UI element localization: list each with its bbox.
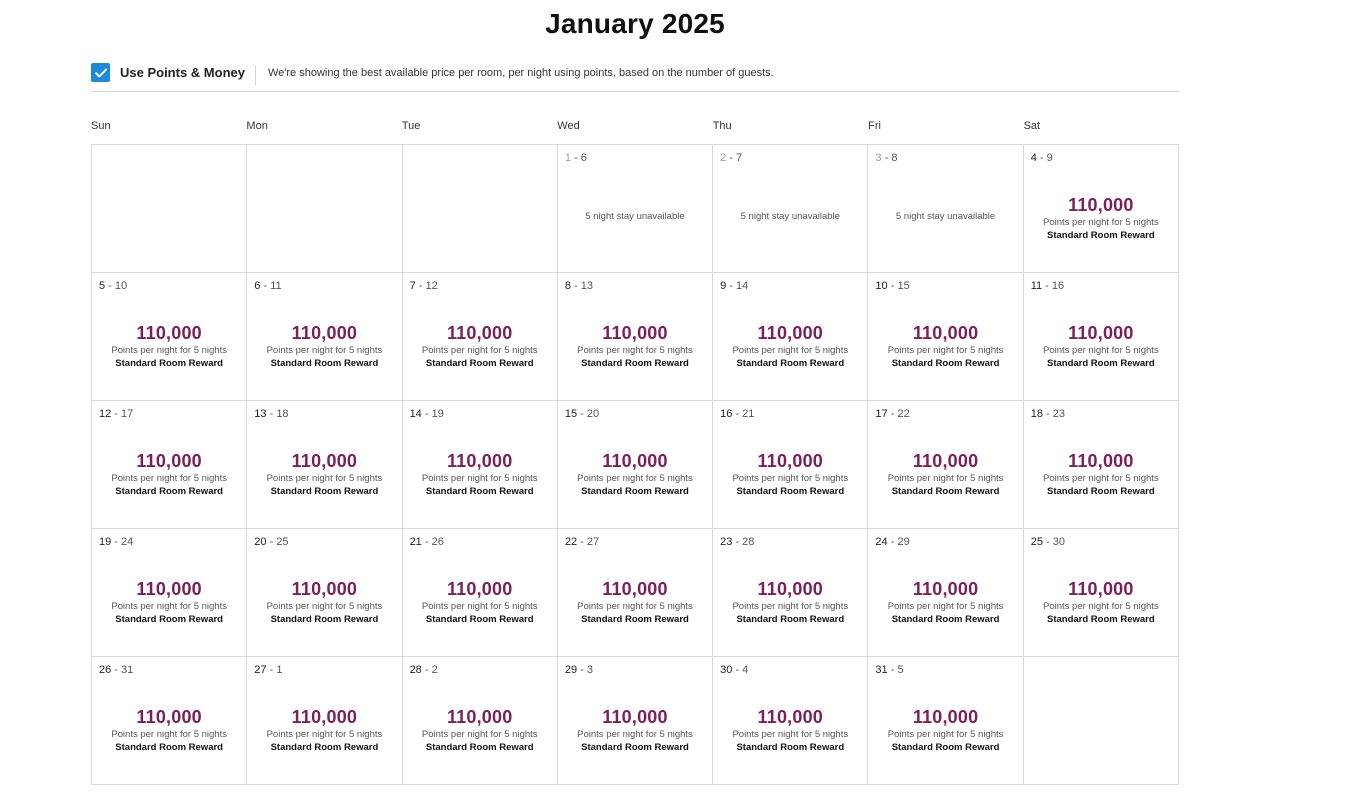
check-in-day: 10: [875, 280, 888, 292]
stay-date-range: [1031, 408, 1065, 420]
price-block: [713, 322, 867, 370]
date-separator: -: [726, 152, 737, 164]
reward-type-label: Standard Room Reward: [736, 358, 845, 369]
check-in-day: 5: [99, 280, 106, 292]
stay-date-range: [410, 280, 438, 292]
calendar-grid: [91, 144, 1179, 785]
stay-date-range: [565, 664, 593, 676]
check-out-day: 13: [580, 280, 593, 292]
stay-date-range: [1031, 536, 1065, 548]
points-price: 110,000: [602, 707, 668, 727]
check-out-day: 27: [586, 536, 600, 548]
calendar-cell: [558, 145, 713, 273]
reward-type-label: Standard Room Reward: [736, 614, 845, 625]
check-out-day: 21: [742, 408, 755, 420]
stay-date-range: [565, 152, 587, 164]
calendar-cell[interactable]: [868, 657, 1023, 785]
stay-date-range: [565, 280, 593, 292]
check-in-day: 17: [875, 408, 888, 420]
reward-type-label: Standard Room Reward: [1047, 486, 1155, 497]
stay-date-range: [254, 280, 281, 292]
date-separator: -: [887, 664, 898, 676]
stay-date-range: [565, 408, 599, 420]
points-per-night-note: Points per night for 5 nights: [887, 473, 1004, 484]
points-price: 110,000: [136, 579, 202, 599]
reward-type-label: Standard Room Reward: [425, 742, 534, 753]
points-price: 110,000: [757, 579, 824, 599]
date-separator: -: [577, 408, 587, 420]
weekday-wed: Wed: [557, 120, 580, 132]
stay-date-range: [410, 536, 444, 548]
points-per-night-note: Points per night for 5 nights: [266, 729, 383, 740]
points-price: 110,000: [1068, 323, 1134, 343]
price-block: [868, 706, 1022, 754]
stay-date-range: [720, 152, 742, 164]
price-block: [92, 322, 246, 370]
points-price: 110,000: [446, 323, 513, 343]
check-out-day: 8: [891, 152, 898, 164]
points-price: 110,000: [912, 451, 979, 471]
points-per-night-note: Points per night for 5 nights: [887, 345, 1004, 356]
points-per-night-note: Points per night for 5 nights: [421, 473, 538, 484]
calendar-cell[interactable]: [713, 657, 868, 785]
points-per-night-note: Points per night for 5 nights: [111, 473, 227, 484]
check-in-day: 8: [564, 280, 571, 292]
date-separator: -: [570, 152, 581, 164]
points-per-night-note: Points per night for 5 nights: [111, 601, 227, 612]
reward-type-label: Standard Room Reward: [581, 614, 689, 625]
calendar-cell: [713, 145, 868, 273]
date-separator: -: [732, 664, 743, 676]
reward-type-label: Standard Room Reward: [1047, 614, 1155, 625]
calendar-cell[interactable]: [403, 529, 558, 657]
check-in-day: 16: [720, 408, 733, 420]
price-block: [558, 706, 712, 754]
check-out-day: 2: [431, 664, 438, 676]
calendar-cell[interactable]: [558, 273, 713, 401]
calendar-cell-empty: [403, 145, 558, 273]
stay-date-range: [720, 536, 754, 548]
weekday-header: [91, 120, 1179, 132]
check-out-day: 22: [897, 408, 910, 420]
points-per-night-note: Points per night for 5 nights: [111, 729, 227, 740]
reward-type-label: Standard Room Reward: [581, 358, 689, 369]
check-out-day: 1: [276, 664, 283, 676]
check-in-day: 25: [1030, 536, 1043, 548]
stay-date-range: [720, 664, 748, 676]
points-per-night-note: Points per night for 5 nights: [421, 345, 538, 356]
price-block: [713, 706, 867, 754]
price-block: [868, 578, 1022, 626]
reward-type-label: Standard Room Reward: [581, 742, 689, 753]
price-block: [558, 450, 712, 498]
stay-date-range: [410, 664, 438, 676]
points-price: 110,000: [446, 707, 513, 727]
check-out-day: 20: [586, 408, 600, 420]
points-price: 110,000: [136, 451, 202, 471]
stay-date-range: [875, 152, 897, 164]
price-block: [868, 322, 1022, 370]
points-price: 110,000: [602, 323, 668, 343]
checkmark-icon: [95, 68, 107, 78]
calendar-cell[interactable]: [247, 657, 402, 785]
points-per-night-note: Points per night for 5 nights: [732, 473, 849, 484]
price-block: [1024, 194, 1178, 242]
reward-type-label: Standard Room Reward: [270, 742, 379, 753]
price-block: [403, 450, 557, 498]
check-out-day: 6: [580, 152, 587, 164]
price-block: [403, 322, 557, 370]
check-in-day: 28: [409, 664, 422, 676]
points-per-night-note: Points per night for 5 nights: [732, 601, 849, 612]
stay-date-range: [99, 536, 133, 548]
reward-type-label: Standard Room Reward: [270, 614, 379, 625]
check-out-day: 4: [742, 664, 749, 676]
reward-type-label: Standard Room Reward: [891, 486, 1000, 497]
weekday-mon: Mon: [246, 120, 268, 132]
points-price: 110,000: [757, 451, 824, 471]
check-in-day: 22: [564, 536, 578, 548]
calendar-cell[interactable]: [558, 529, 713, 657]
date-separator: -: [266, 536, 277, 548]
date-separator: -: [111, 408, 122, 420]
points-price: 110,000: [1068, 451, 1134, 471]
reward-type-label: Standard Room Reward: [425, 614, 534, 625]
filter-description: We're showing the best available price per room, per night using points, based on the number of guests.: [267, 67, 774, 79]
calendar-cell[interactable]: [868, 529, 1023, 657]
calendar-cell[interactable]: [558, 401, 713, 529]
reward-type-label: Standard Room Reward: [425, 358, 534, 369]
calendar-cell[interactable]: [868, 401, 1023, 529]
stay-date-range: [720, 280, 748, 292]
date-separator: -: [266, 408, 277, 420]
price-block: [403, 706, 557, 754]
date-separator: -: [421, 536, 432, 548]
points-per-night-note: Points per night for 5 nights: [1043, 345, 1159, 356]
date-separator: -: [415, 280, 426, 292]
check-in-day: 14: [409, 408, 422, 420]
points-price: 110,000: [757, 323, 824, 343]
stay-date-range: [875, 664, 903, 676]
date-separator: -: [1042, 536, 1053, 548]
reward-type-label: Standard Room Reward: [1047, 358, 1155, 369]
check-in-day: 24: [875, 536, 888, 548]
price-block: [92, 706, 246, 754]
check-in-day: 12: [99, 408, 112, 420]
stay-unavailable-text: 5 night stay unavailable: [895, 211, 996, 222]
price-block: [247, 578, 401, 626]
reward-type-label: Standard Room Reward: [270, 486, 379, 497]
reward-type-label: Standard Room Reward: [891, 614, 1000, 625]
calendar-cell[interactable]: [92, 657, 247, 785]
price-block: [558, 322, 712, 370]
stay-date-range: [1031, 280, 1064, 292]
date-separator: -: [260, 280, 271, 292]
date-separator: -: [421, 664, 432, 676]
date-separator: -: [887, 408, 898, 420]
date-separator: -: [111, 536, 122, 548]
calendar-cell[interactable]: [403, 657, 558, 785]
price-block: [403, 578, 557, 626]
check-out-day: 16: [1051, 280, 1065, 292]
price-block: [247, 322, 401, 370]
date-separator: -: [105, 280, 115, 292]
calendar-cell[interactable]: [247, 529, 402, 657]
points-per-night-note: Points per night for 5 nights: [577, 729, 693, 740]
reward-type-label: Standard Room Reward: [891, 742, 1000, 753]
points-per-night-note: Points per night for 5 nights: [732, 345, 849, 356]
points-price: 110,000: [136, 707, 202, 727]
points-price: 110,000: [291, 579, 358, 599]
stay-date-range: [565, 536, 599, 548]
calendar-cell[interactable]: [1024, 401, 1179, 529]
calendar-cell[interactable]: [403, 273, 558, 401]
check-out-day: 15: [897, 280, 910, 292]
check-out-day: 19: [431, 408, 444, 420]
weekday-fri: Fri: [868, 120, 881, 132]
points-per-night-note: Points per night for 5 nights: [577, 473, 693, 484]
calendar-cell[interactable]: [558, 657, 713, 785]
calendar-cell[interactable]: [868, 273, 1023, 401]
points-per-night-note: Points per night for 5 nights: [887, 729, 1004, 740]
reward-type-label: Standard Room Reward: [1047, 230, 1155, 241]
check-out-day: 31: [121, 664, 134, 676]
date-separator: -: [1042, 408, 1053, 420]
check-in-day: 11: [1030, 280, 1043, 292]
check-out-day: 7: [736, 152, 743, 164]
check-out-day: 25: [276, 536, 289, 548]
points-price: 110,000: [757, 707, 824, 727]
price-block: [1024, 578, 1178, 626]
check-in-day: 29: [564, 664, 578, 676]
check-out-day: 23: [1052, 408, 1065, 420]
check-out-day: 5: [897, 664, 904, 676]
check-in-day: 26: [99, 664, 112, 676]
price-block: [1024, 322, 1178, 370]
calendar-cell[interactable]: [247, 401, 402, 529]
check-in-day: 9: [720, 280, 727, 292]
use-points-checkbox[interactable]: [91, 63, 110, 82]
points-price: 110,000: [291, 451, 358, 471]
price-block: [558, 578, 712, 626]
points-per-night-note: Points per night for 5 nights: [266, 473, 383, 484]
calendar-cell[interactable]: [1024, 145, 1179, 273]
price-block: [713, 578, 867, 626]
points-per-night-note: Points per night for 5 nights: [1043, 601, 1159, 612]
price-block: [713, 450, 867, 498]
check-in-day: 4: [1030, 152, 1037, 164]
points-per-night-note: Points per night for 5 nights: [266, 345, 383, 356]
check-in-day: 7: [409, 280, 416, 292]
reward-type-label: Standard Room Reward: [115, 614, 223, 625]
price-block: [868, 450, 1022, 498]
calendar-cell[interactable]: [1024, 529, 1179, 657]
points-price: 110,000: [136, 323, 202, 343]
points-per-night-note: Points per night for 5 nights: [421, 601, 538, 612]
calendar-cell[interactable]: [92, 401, 247, 529]
date-separator: -: [732, 408, 743, 420]
points-per-night-note: Points per night for 5 nights: [577, 345, 693, 356]
price-block: [247, 706, 401, 754]
check-out-day: 28: [742, 536, 755, 548]
reward-type-label: Standard Room Reward: [736, 742, 845, 753]
points-price: 110,000: [291, 323, 358, 343]
weekday-sat: Sat: [1023, 120, 1041, 132]
stay-date-range: [254, 664, 282, 676]
check-in-day: 21: [409, 536, 422, 548]
date-separator: -: [570, 280, 581, 292]
points-per-night-note: Points per night for 5 nights: [266, 601, 383, 612]
stay-date-range: [875, 536, 909, 548]
calendar-cell[interactable]: [1024, 273, 1179, 401]
stay-date-range: [720, 408, 754, 420]
price-block: [92, 450, 246, 498]
calendar-cell[interactable]: [713, 273, 868, 401]
stay-date-range: [1031, 152, 1053, 164]
calendar-cell: [868, 145, 1023, 273]
weekday-sun: Sun: [91, 120, 111, 132]
points-price: 110,000: [446, 451, 513, 471]
points-price: 110,000: [446, 579, 513, 599]
check-out-day: 10: [114, 280, 128, 292]
date-separator: -: [577, 536, 587, 548]
check-out-day: 11: [270, 280, 282, 292]
points-price: 110,000: [912, 323, 979, 343]
date-separator: -: [887, 280, 898, 292]
calendar-cell-empty: [1024, 657, 1179, 785]
calendar-cell[interactable]: [713, 401, 868, 529]
points-per-night-note: Points per night for 5 nights: [421, 729, 538, 740]
check-in-day: 20: [254, 536, 267, 548]
check-out-day: 3: [586, 664, 593, 676]
date-separator: -: [421, 408, 432, 420]
points-filter-bar: [91, 61, 1179, 92]
calendar-cell[interactable]: [403, 401, 558, 529]
calendar-cell-empty: [92, 145, 247, 273]
calendar-cell[interactable]: [713, 529, 868, 657]
stay-date-range: [254, 408, 288, 420]
check-in-day: 6: [254, 280, 261, 292]
check-out-day: 26: [431, 536, 444, 548]
check-out-day: 12: [425, 280, 438, 292]
date-separator: -: [1036, 152, 1047, 164]
check-in-day: 13: [254, 408, 267, 420]
price-block: [92, 578, 246, 626]
check-out-day: 17: [121, 408, 134, 420]
stay-unavailable-text: 5 night stay unavailable: [740, 211, 840, 222]
points-price: 110,000: [291, 707, 358, 727]
date-separator: -: [577, 664, 587, 676]
calendar-cell[interactable]: [247, 273, 402, 401]
points-price: 110,000: [602, 579, 668, 599]
calendar-cell-empty: [247, 145, 402, 273]
check-out-day: 29: [897, 536, 910, 548]
reward-type-label: Standard Room Reward: [270, 358, 379, 369]
reward-type-label: Standard Room Reward: [891, 358, 1000, 369]
date-separator: -: [1042, 280, 1052, 292]
check-in-day: 1: [564, 152, 571, 164]
check-in-day: 15: [564, 408, 578, 420]
check-out-day: 18: [276, 408, 289, 420]
stay-date-range: [875, 280, 909, 292]
price-block: [1024, 450, 1178, 498]
points-price: 110,000: [1068, 195, 1134, 215]
reward-type-label: Standard Room Reward: [425, 486, 534, 497]
stay-date-range: [99, 280, 127, 292]
month-title: January 2025: [545, 8, 725, 39]
stay-date-range: [99, 664, 133, 676]
points-per-night-note: Points per night for 5 nights: [887, 601, 1004, 612]
points-price: 110,000: [1068, 579, 1134, 599]
check-in-day: 2: [720, 152, 727, 164]
reward-type-label: Standard Room Reward: [115, 358, 223, 369]
check-in-day: 19: [99, 536, 112, 548]
reward-type-label: Standard Room Reward: [581, 486, 689, 497]
check-out-day: 30: [1052, 536, 1065, 548]
stay-date-range: [410, 408, 444, 420]
date-separator: -: [732, 536, 743, 548]
weekday-thu: Thu: [712, 120, 732, 132]
reward-type-label: Standard Room Reward: [736, 486, 845, 497]
stay-date-range: [875, 408, 909, 420]
stay-unavailable-text: 5 night stay unavailable: [585, 211, 685, 222]
date-separator: -: [726, 280, 737, 292]
check-in-day: 31: [875, 664, 888, 676]
points-price: 110,000: [602, 451, 668, 471]
points-per-night-note: Points per night for 5 nights: [1043, 473, 1159, 484]
reward-type-label: Standard Room Reward: [115, 742, 223, 753]
date-separator: -: [266, 664, 277, 676]
points-per-night-note: Points per night for 5 nights: [1043, 217, 1159, 228]
check-in-day: 30: [720, 664, 733, 676]
check-in-day: 27: [254, 664, 267, 676]
points-per-night-note: Points per night for 5 nights: [577, 601, 693, 612]
reward-type-label: Standard Room Reward: [115, 486, 223, 497]
check-out-day: 14: [736, 280, 749, 292]
points-per-night-note: Points per night for 5 nights: [111, 345, 227, 356]
calendar-cell[interactable]: [92, 273, 247, 401]
stay-date-range: [99, 408, 133, 420]
date-separator: -: [111, 664, 122, 676]
price-block: [247, 450, 401, 498]
check-in-day: 23: [720, 536, 733, 548]
points-price: 110,000: [912, 579, 979, 599]
check-out-day: 24: [121, 536, 134, 548]
date-separator: -: [887, 536, 898, 548]
check-in-day: 3: [875, 152, 882, 164]
use-points-label[interactable]: Use Points & Money: [120, 65, 256, 85]
calendar-cell[interactable]: [92, 529, 247, 657]
check-out-day: 9: [1046, 152, 1053, 164]
points-price: 110,000: [912, 707, 979, 727]
check-in-day: 18: [1030, 408, 1043, 420]
points-per-night-note: Points per night for 5 nights: [732, 729, 849, 740]
date-separator: -: [881, 152, 892, 164]
stay-date-range: [254, 536, 288, 548]
weekday-tue: Tue: [401, 120, 421, 132]
